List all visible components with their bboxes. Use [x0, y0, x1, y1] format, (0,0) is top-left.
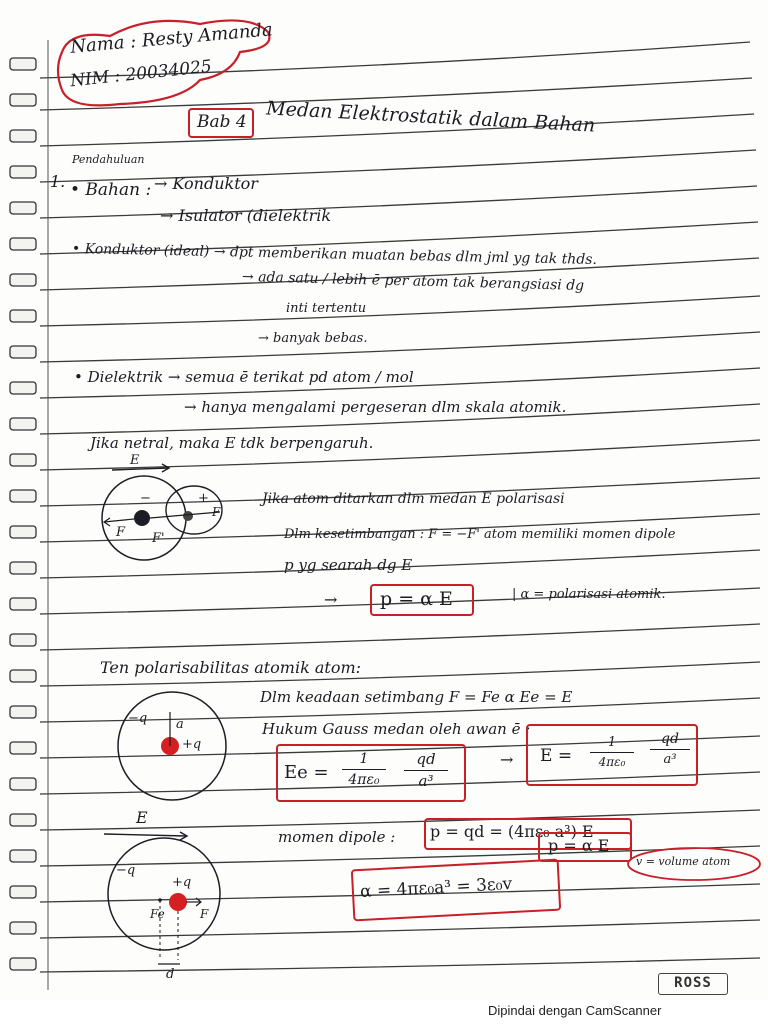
volume-note: v = volume atom	[636, 855, 731, 868]
alpha-note: | α = polarisasi atomik.	[512, 587, 666, 602]
diagram2-minus-q: −q	[128, 711, 148, 726]
alpha-formula: α = 4πε₀a³ = 3ε₀v	[359, 874, 513, 902]
e-den-1: 4πε₀	[598, 755, 626, 769]
section-number: 1.	[50, 172, 66, 191]
scanner-logo: ROSS	[658, 973, 728, 995]
diagram1-minus: −	[140, 491, 151, 506]
chapter-label: Bab 4	[197, 112, 247, 132]
diagram2-plus-q: +q	[182, 737, 202, 752]
e-num-1: 1	[607, 735, 617, 750]
diagram1-f-left: F	[116, 525, 126, 540]
diagram3-f: F	[200, 907, 209, 921]
ee-den-2: a³	[418, 772, 434, 790]
polarisasi-line-3: p yg searah dg E	[284, 556, 413, 574]
konduktor-line-1: • Konduktor (ideal) → dpt memberikan muatan bebas dlm jml yg tak thds.	[71, 241, 598, 268]
polarisabilitas-line-2: Hukum Gauss medan oleh awan ē :	[262, 720, 531, 738]
konduktor-line-3: inti tertentu	[286, 301, 367, 316]
diagram3-plus-q: +q	[172, 875, 192, 890]
diagram1-f-right: F	[212, 505, 221, 519]
diagram1-f-prime: F'	[152, 531, 165, 546]
polarisasi-arrow: →	[324, 590, 338, 609]
p-alpha-e-formula: p = α E	[380, 588, 453, 610]
diagram3-d: d	[166, 967, 175, 982]
ee-den-1: 4πε₀	[348, 772, 380, 788]
chapter-title: Medan Elektrostatik dalam Bahan	[265, 97, 596, 137]
ee-num-2: qd	[416, 750, 436, 768]
e-formula-arrow: →	[500, 750, 514, 769]
student-name: Nama : Resty Amanda	[69, 19, 274, 58]
konduktor-line-4: → banyak bebas.	[258, 331, 368, 346]
e-formula-left: E =	[540, 746, 573, 766]
konduktor-line-2: → ada satu / lebih ē per atom tak berangsiasi dg	[241, 269, 585, 294]
diagram2-a: a	[176, 717, 184, 732]
netral-line: Jika netral, maka E tdk berpengaruh.	[90, 434, 374, 452]
scanner-footer-text: Dipindai dengan CamScanner	[488, 1003, 662, 1018]
scanner-footer	[0, 1000, 768, 1024]
ee-num-1: 1	[359, 751, 369, 767]
diagram3-minus-q: −q	[116, 863, 136, 878]
section-heading: Pendahuluan	[72, 153, 145, 166]
field-arrow-label: E	[130, 453, 140, 468]
diagram1-plus: +	[198, 491, 209, 506]
diagram3-fe: Fe	[150, 907, 165, 921]
dielektrik-line-1: • Dielektrik → semua ē terikat pd atom / mol	[74, 368, 414, 386]
polarisabilitas-title: Ten polarisabilitas atomik atom:	[100, 658, 362, 677]
dipole-label: momen dipole :	[278, 828, 396, 846]
dielektrik-line-2: → hanya mengalami pergeseran dlm skala atomik.	[184, 398, 567, 416]
ee-formula-left: Ee =	[284, 762, 329, 783]
bahan-konduktor: → Konduktor	[154, 174, 258, 193]
polarisasi-line-2: Dlm kesetimbangan : F = −F' atom memiliki momen dipole	[284, 527, 676, 542]
diagram3-field: E	[136, 808, 148, 827]
polarisasi-line-1: Jika atom ditarkan dlm medan E polarisasi	[262, 491, 565, 507]
dipole-formula2: p = α E	[548, 836, 610, 855]
bahan-label: • Bahan :	[70, 180, 152, 200]
dipole-formula: p = qd = (4πε₀ a³) E	[430, 822, 594, 841]
student-nim: NIM : 20034025	[69, 56, 213, 92]
polarisabilitas-line-1: Dlm keadaan setimbang F = Fe α Ee = E	[260, 688, 573, 706]
e-den-2: a³	[663, 752, 677, 767]
bahan-isulator: → Isulator (dielektrik	[160, 206, 332, 225]
e-num-2: qd	[661, 731, 679, 747]
